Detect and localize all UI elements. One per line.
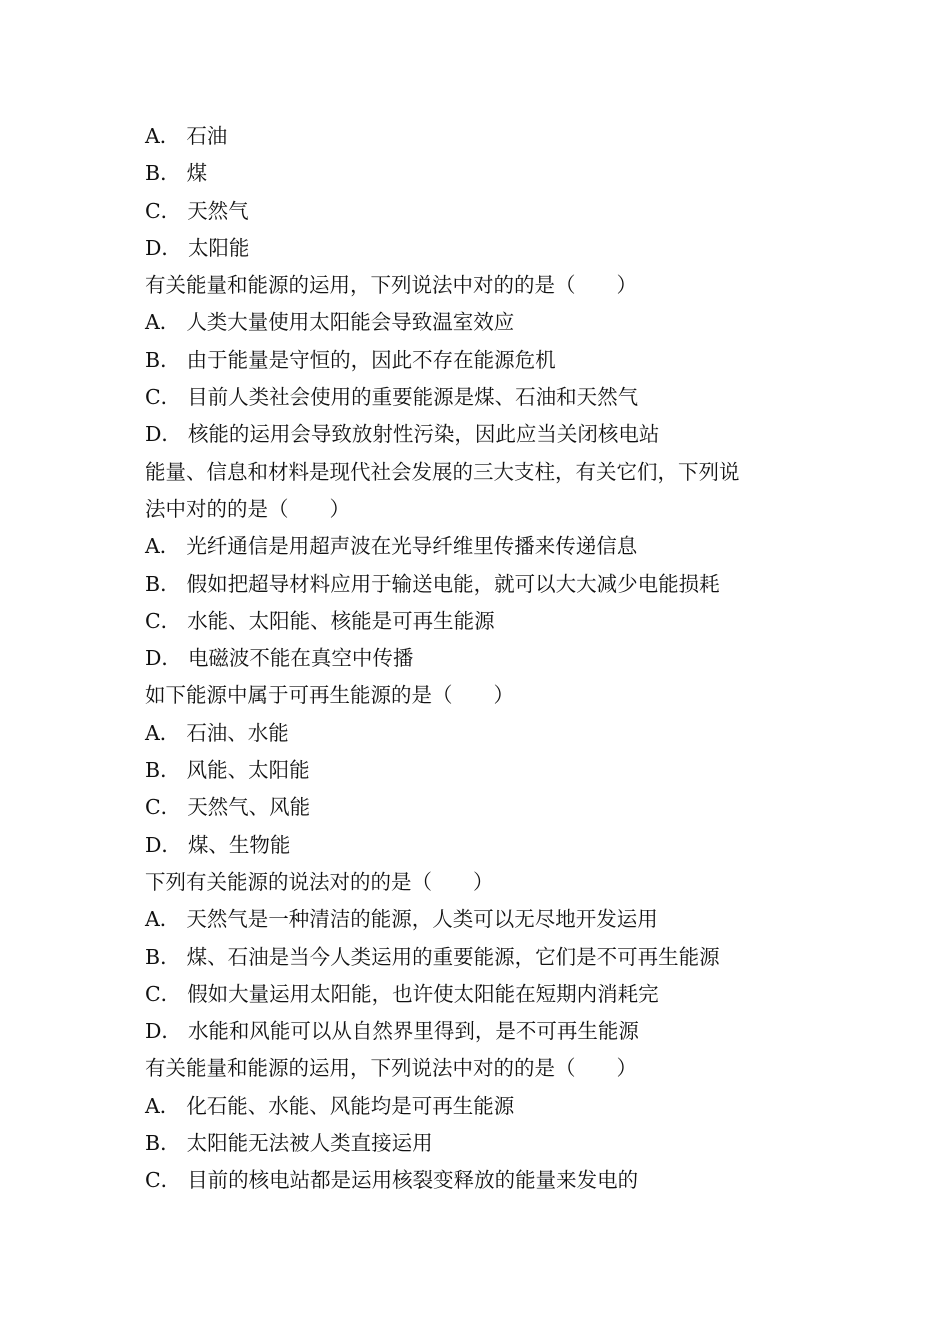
answer-option (145, 827, 825, 864)
answer-option (145, 939, 825, 976)
option-text: 假如把超导材料应用于输送电能，就可以大大减少电能损耗 (186, 571, 720, 596)
option-letter: B． (145, 347, 181, 372)
option-text: 目前人类社会使用的重要能源是煤、石油和天然气 (187, 385, 639, 410)
option-letter: D． (145, 832, 182, 857)
option-text: 光纤通信是用超声波在光导纤维里传播来传递信息 (186, 534, 638, 559)
option-letter: D． (145, 422, 182, 447)
option-letter: A． (145, 1093, 181, 1118)
option-text: 人类大量使用太阳能会导致温室效应 (186, 310, 515, 335)
option-text: 太阳能 (187, 235, 250, 260)
option-letter: B． (145, 758, 181, 783)
option-letter: D． (145, 1019, 182, 1044)
option-letter: C． (145, 981, 182, 1006)
option-letter: C． (145, 795, 182, 820)
option-text: 太阳能无法被人类直接运用 (186, 1131, 433, 1156)
answer-option (145, 566, 825, 603)
option-letter: B． (145, 571, 181, 596)
option-letter: A． (145, 907, 181, 932)
option-letter: C． (145, 608, 182, 633)
answer-option (145, 416, 825, 453)
option-text: 假如大量运用太阳能，也许使太阳能在短期内消耗完 (187, 981, 659, 1006)
answer-option (145, 789, 825, 826)
answer-option (145, 603, 825, 640)
question-stem: 有关能量和能源的运用，下列说法中对的的是（ ） (145, 1056, 637, 1081)
question-stem: 能量、信息和材料是现代社会发展的三大支柱，有关它们，下列说 (145, 459, 740, 484)
option-letter: D． (145, 646, 182, 671)
option-letter: A． (145, 720, 181, 745)
option-text: 石油、水能 (186, 720, 289, 745)
option-text: 目前的核电站都是运用核裂变释放的能量来发电的 (187, 1168, 639, 1193)
option-text: 风能、太阳能 (186, 758, 310, 783)
answer-option (145, 230, 825, 267)
option-letter: C． (145, 198, 182, 223)
question-stem: 法中对的的是（ ） (145, 496, 350, 521)
option-text: 化石能、水能、风能均是可再生能源 (186, 1093, 515, 1118)
option-letter: B． (145, 161, 181, 186)
option-text: 核能的运用会导致放射性污染，因此应当关闭核电站 (187, 422, 660, 447)
option-text: 水能、太阳能、核能是可再生能源 (187, 608, 495, 633)
answer-option (145, 1088, 825, 1125)
option-text: 天然气、风能 (187, 795, 311, 820)
question-stem: 下列有关能源的说法对的的是（ ） (145, 869, 494, 894)
option-text: 煤 (186, 161, 208, 186)
answer-option (145, 342, 825, 379)
question-stem: 如下能源中属于可再生能源的是（ ） (145, 683, 514, 708)
option-text: 水能和风能可以从自然界里得到，是不可再生能源 (187, 1019, 639, 1044)
answer-option (145, 976, 825, 1013)
option-letter: B． (145, 944, 181, 969)
answer-option (145, 528, 825, 565)
answer-option (145, 1125, 825, 1162)
answer-option (145, 155, 825, 192)
question-list (145, 118, 825, 1200)
answer-option (145, 752, 825, 789)
option-text: 由于能量是守恒的，因此不存在能源危机 (186, 347, 556, 372)
option-letter: B． (145, 1131, 181, 1156)
option-text: 煤、生物能 (187, 832, 291, 857)
answer-option (145, 640, 825, 677)
option-text: 天然气是一种清洁的能源，人类可以无尽地开发运用 (186, 907, 658, 932)
option-text: 电磁波不能在真空中传播 (187, 646, 414, 671)
option-letter: C． (145, 385, 182, 410)
option-text: 石油 (186, 124, 228, 148)
answer-option (145, 901, 825, 938)
option-letter: A． (145, 124, 181, 148)
option-text: 煤、石油是当今人类运用的重要能源，它们是不可再生能源 (186, 944, 720, 969)
option-letter: A． (145, 534, 181, 559)
answer-option (145, 1013, 825, 1050)
option-letter: A． (145, 310, 181, 335)
option-letter: C． (145, 1168, 182, 1193)
answer-option (145, 304, 825, 341)
answer-option (145, 379, 825, 416)
answer-option (145, 118, 825, 155)
option-letter: D． (145, 235, 182, 260)
answer-option (145, 1162, 825, 1199)
question-stem: 有关能量和能源的运用，下列说法中对的的是（ ） (145, 273, 637, 298)
answer-option (145, 715, 825, 752)
answer-option (145, 193, 825, 230)
option-text: 天然气 (187, 198, 249, 223)
